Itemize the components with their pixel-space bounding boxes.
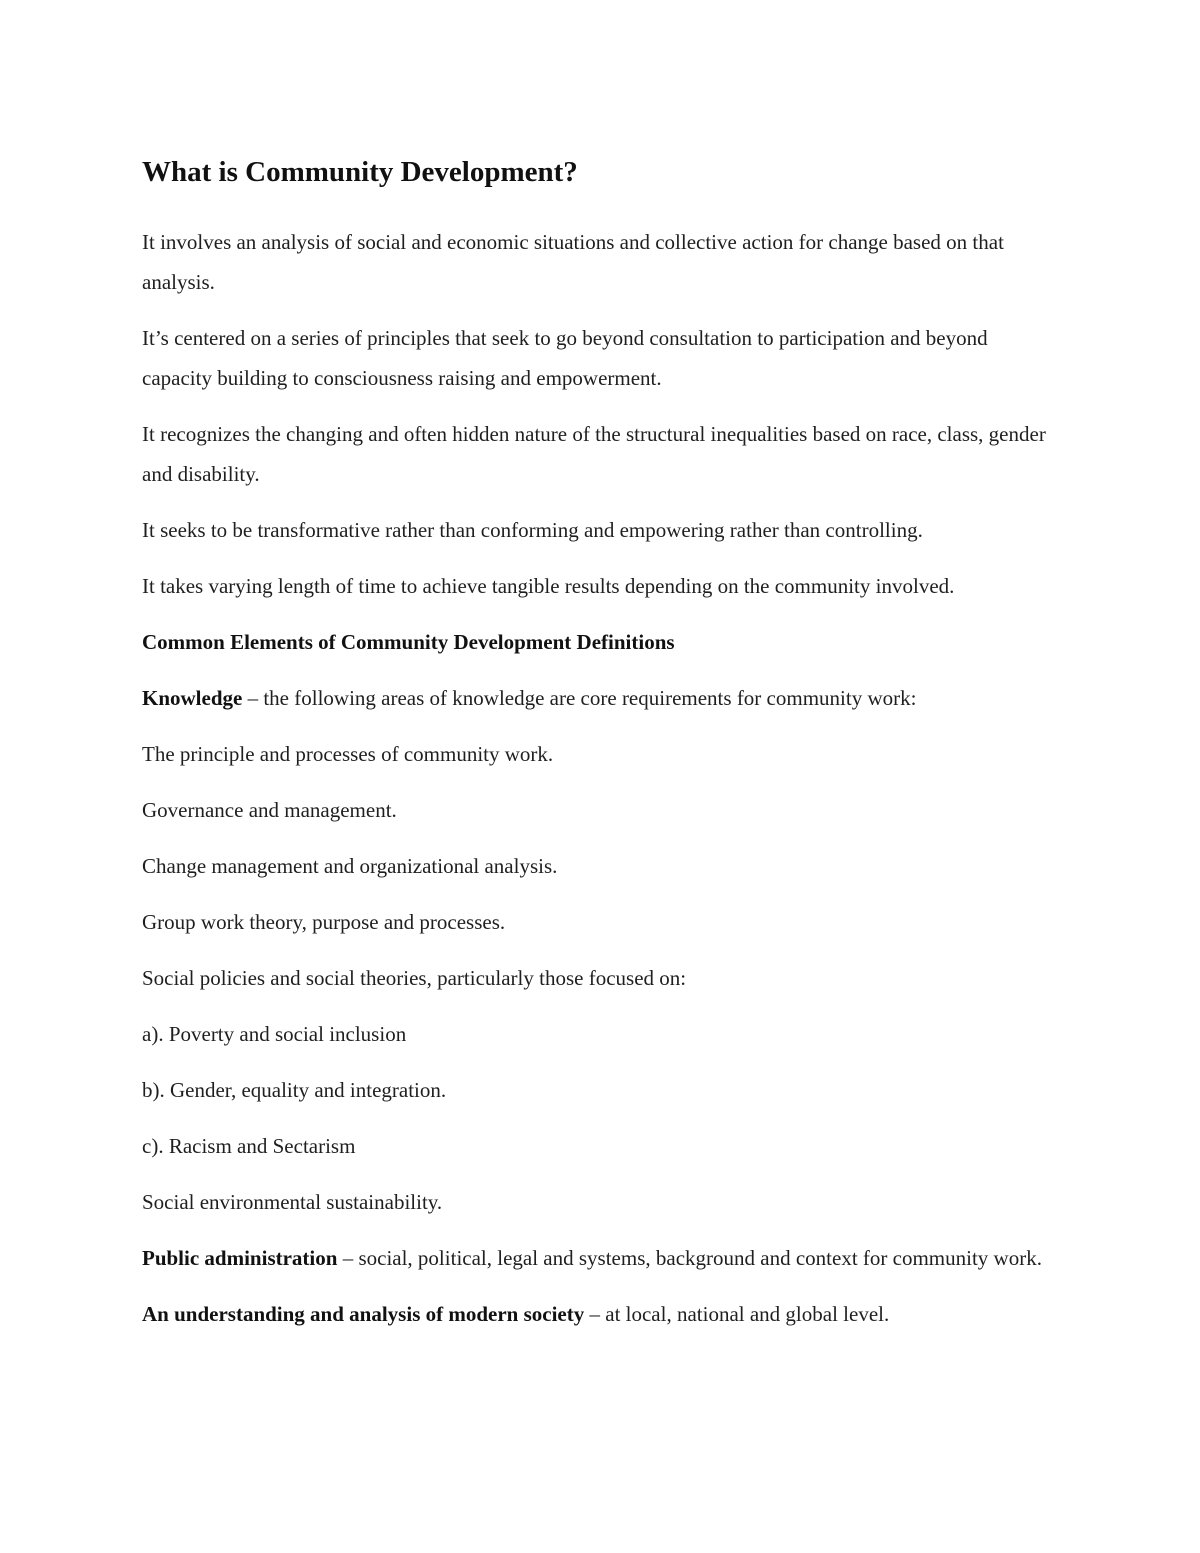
knowledge-item: Governance and management. [142,798,397,822]
paragraph: It takes varying length of time to achieve tangible results depending on the community involved. [142,574,955,598]
knowledge-paragraph [142,678,1062,718]
public-admin-paragraph [142,1238,1062,1278]
knowledge-item: Change management and organizational analysis. [142,854,558,878]
modern-society-text: – at local, national and global level. [584,1302,890,1326]
knowledge-item: a). Poverty and social inclusion [142,1022,407,1046]
document-body [142,152,1062,1350]
knowledge-label: Knowledge [142,686,243,710]
paragraph: It seeks to be transformative rather than conforming and empowering rather than controlling. [142,518,923,542]
modern-society-paragraph [142,1294,1062,1334]
paragraph: It recognizes the changing and often hidden nature of the structural inequalities based on race, class, gender and disability. [142,422,1046,486]
knowledge-item: Group work theory, purpose and processes. [142,910,506,934]
knowledge-item: b). Gender, equality and integration. [142,1078,447,1102]
public-admin-label: Public administration [142,1246,338,1270]
knowledge-item: The principle and processes of community work. [142,742,554,766]
knowledge-text: – the following areas of knowledge are core requirements for community work: [242,686,917,710]
knowledge-item: Social policies and social theories, particularly those focused on: [142,966,687,990]
section-heading-text: Common Elements of Community Development Definitions [142,630,675,654]
paragraph: It’s centered on a series of principles that seek to go beyond consultation to participation and beyond capacity building to consciousness raising and empowerment. [142,326,988,390]
modern-society-label: An understanding and analysis of modern society [142,1302,585,1326]
paragraph: It involves an analysis of social and economic situations and collective action for change based on that analysis. [142,230,1004,294]
document-title: What is Community Development? [142,156,578,188]
public-admin-text: – social, political, legal and systems, background and context for community work. [337,1246,1042,1270]
knowledge-item: c). Racism and Sectarism [142,1134,356,1158]
section-heading [142,622,1062,662]
knowledge-item: Social environmental sustainability. [142,1190,443,1214]
